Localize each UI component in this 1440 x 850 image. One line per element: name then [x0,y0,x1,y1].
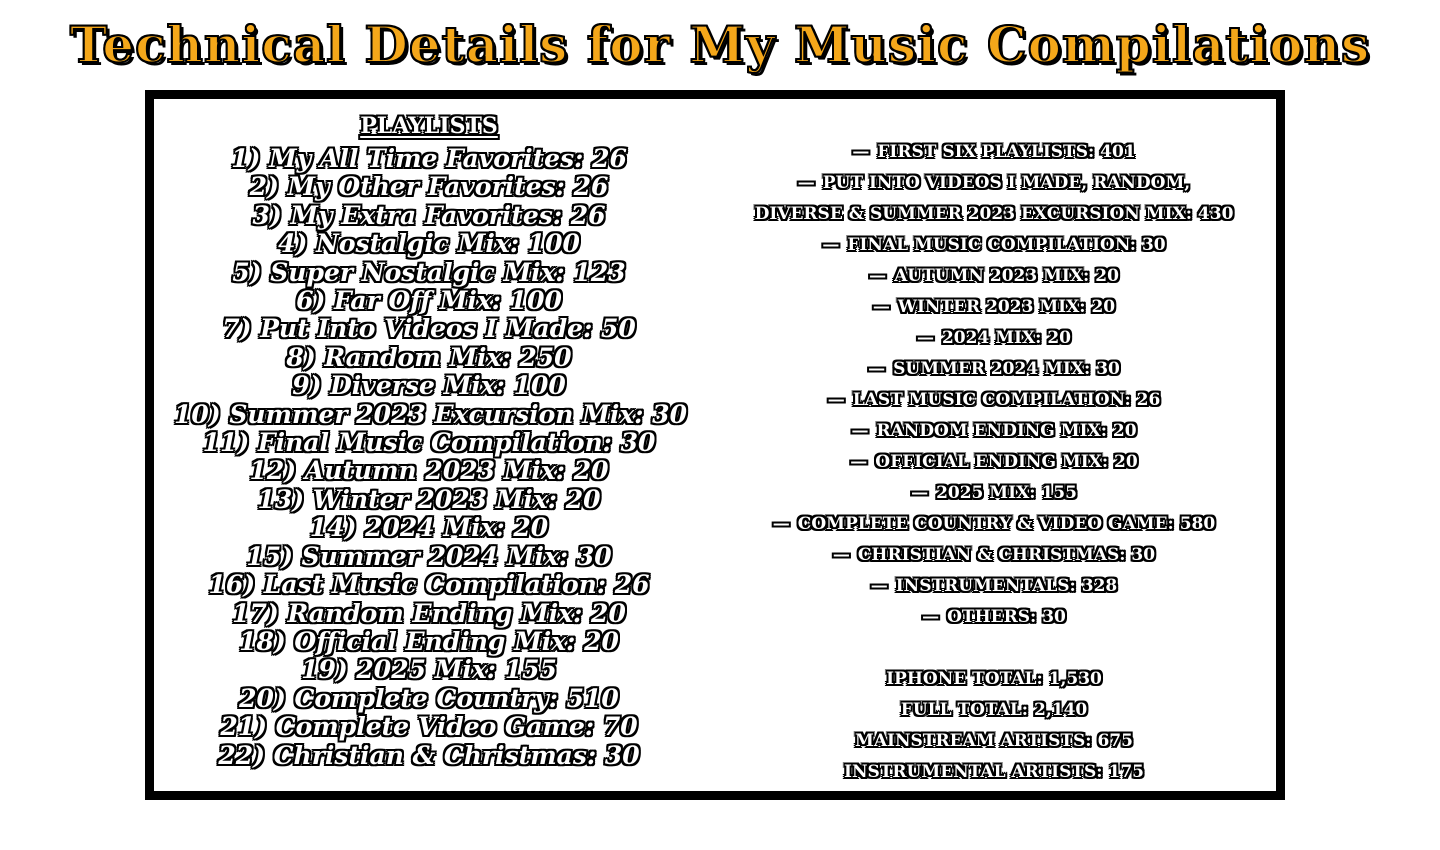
summary-column [714,137,1274,788]
dash-mark: — [911,483,929,503]
playlist-item: 22) Christian & Christmas: 30 [218,740,640,770]
playlist-item: 8) Random Mix: 250 [286,342,572,372]
summary-text: SUMMER 2024 MIX: 30 [893,359,1120,379]
playlists-column [174,109,687,770]
dash-mark: — [870,576,888,596]
summary-text: CHRISTIAN & CHRISTMAS: 30 [857,545,1156,565]
summary-text: FIRST SIX PLAYLISTS: 401 [877,142,1136,162]
page-title: Technical Details for My Music Compilations [69,15,1371,74]
playlist-list [174,144,687,770]
summary-row [714,540,1274,571]
dash-mark: — [772,514,790,534]
summary-text: LAST MUSIC COMPILATION: 26 [852,390,1161,410]
summary-row [714,323,1274,354]
summary-text: PUT INTO VIDEOS I MADE, RANDOM, [822,173,1191,193]
summary-text: RANDOM ENDING MIX: 20 [876,421,1137,441]
playlist-item: 7) Put Into Videos I Made: 50 [222,314,636,344]
dash-mark: — [827,390,845,410]
total-row: FULL TOTAL: 2,140 [900,700,1088,720]
summary-text: OFFICIAL ENDING MIX: 20 [875,452,1138,472]
summary-row [714,261,1274,292]
dash-mark: — [868,359,886,379]
dash-mark: — [852,142,870,162]
summary-row [714,292,1274,323]
playlist-item: 11) Final Music Compilation: 30 [202,428,656,458]
playlist-item: 13) Winter 2023 Mix: 20 [257,484,601,514]
summary-row [714,602,1274,633]
playlist-item: 1) My All Time Favorites: 26 [231,144,627,173]
playlist-item: 10) Summer 2023 Excursion Mix: 30 [174,399,687,429]
dash-mark: — [851,421,869,441]
dash-mark: — [922,607,940,627]
total-row: MAINSTREAM ARTISTS: 675 [855,731,1133,751]
playlist-item: 17) Random Ending Mix: 20 [232,598,626,628]
summary-text: DIVERSE & SUMMER 2023 EXCURSION MIX: 430 [754,204,1234,224]
summary-row [714,571,1274,602]
summary-row [714,385,1274,416]
summary-row [714,199,1274,230]
playlist-item: 21) Complete Video Game: 70 [220,712,638,742]
summary-row [714,137,1274,168]
playlist-item: 12) Autumn 2023 Mix: 20 [249,456,609,486]
summary-row [714,168,1274,199]
summary-text: FINAL MUSIC COMPILATION: 30 [847,235,1166,255]
dash-mark: — [797,173,815,193]
summary-text: AUTUMN 2023 MIX: 20 [894,266,1119,286]
total-row: IPHONE TOTAL: 1,530 [886,669,1102,689]
playlist-item: 14) 2024 Mix: 20 [309,513,549,543]
dash-mark: — [832,545,850,565]
dash-mark: — [850,452,868,472]
summary-row [714,230,1274,261]
summary-row [714,354,1274,385]
playlist-item: 9) Diverse Mix: 100 [292,371,566,401]
playlists-heading: PLAYLISTS [360,113,498,139]
dash-mark: — [822,235,840,255]
playlist-item: 19) 2025 Mix: 155 [301,655,557,685]
summary-text: COMPLETE COUNTRY & VIDEO GAME: 580 [797,514,1216,534]
playlist-item: 20) Complete Country: 510 [239,683,619,713]
summary-text: WINTER 2023 MIX: 20 [897,297,1116,317]
summary-text: INSTRUMENTALS: 328 [895,576,1118,596]
summary-text: 2025 MIX: 155 [936,483,1077,503]
total-row: INSTRUMENTAL ARTISTS: 175 [844,762,1144,782]
playlist-item: 5) Super Nostalgic Mix: 123 [232,257,626,287]
details-frame [145,90,1285,800]
playlist-item: 2) My Other Favorites: 26 [249,172,609,202]
dash-mark: — [869,266,887,286]
summary-row [714,509,1274,540]
playlist-item: 18) Official Ending Mix: 20 [239,626,619,656]
playlist-item: 3) My Extra Favorites: 26 [252,200,606,230]
dash-mark: — [916,328,934,348]
playlist-item: 6) Far Off Mix: 100 [296,286,562,316]
playlist-item: 16) Last Music Compilation: 26 [208,570,650,600]
summary-row [714,416,1274,447]
summary-text: 2024 MIX: 20 [941,328,1072,348]
summary-row [714,447,1274,478]
totals-block [714,664,1274,788]
playlist-item: 15) Summer 2024 Mix: 30 [246,541,612,571]
summary-row [714,478,1274,509]
dash-mark: — [872,297,890,317]
summary-text: OTHERS: 30 [947,607,1066,627]
playlist-item: 4) Nostalgic Mix: 100 [278,229,580,259]
